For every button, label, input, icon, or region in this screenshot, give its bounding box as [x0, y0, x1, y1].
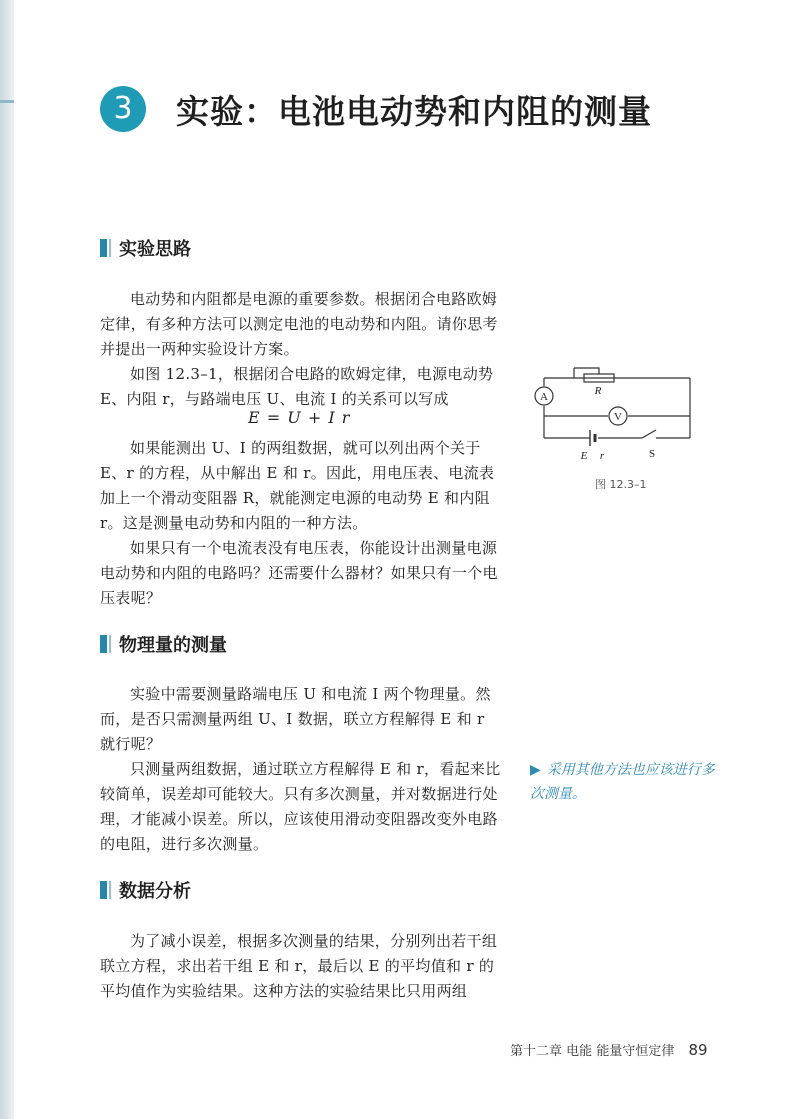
section-number-badge: 3 — [100, 86, 146, 132]
paragraph: 实验中需要测量路端电压 U 和电流 I 两个物理量。然而，是否只需测量两组 U、I 数据，联立方程解得 E 和 r 就行呢？ — [100, 685, 491, 753]
figure-caption: 图 12.3–1 — [595, 478, 647, 491]
emf-label: E — [580, 450, 588, 462]
section-title: 数据分析 — [119, 881, 191, 902]
paragraph: 如图 12.3–1，根据闭合电路的欧姆定律，电源电动势 E、内阻 r，与路端电压 U、电流 I 的关系可以写成 — [100, 365, 494, 408]
page-title: 实验：电池电动势和内阻的测量 — [176, 92, 652, 131]
paragraph: 为了减小误差，根据多次测量的结果，分别列出若干组联立方程，求出若干组 E 和 r，最后以 E 的平均值和 r 的平均值作为实验结果。这种方法的实验结果比只用两组 — [100, 932, 498, 1000]
section-heading-2 — [100, 632, 227, 656]
page-edge-strip — [0, 0, 14, 1119]
formula: E = U + I r — [248, 408, 351, 427]
ammeter-label: A — [540, 391, 548, 403]
paragraph: 如果只有一个电流表没有电压表，你能设计出测量电源电动势和内阻的电路吗？还需要什么器材？如果只有一个电压表呢？ — [100, 539, 498, 607]
section-marker-icon — [100, 239, 107, 257]
section-title: 实验思路 — [119, 239, 191, 260]
section-title: 物理量的测量 — [119, 635, 227, 656]
paragraph: 如果能测出 U、I 的两组数据，就可以列出两个关于 E、r 的方程，从中解出 E 和 r。因此，用电压表、电流表加上一个滑动变阻器 R，就能测定电源的电动势 E 和内阻 r。这是测量电动势和内阻的一种方法。 — [100, 439, 495, 532]
section-marker-icon — [100, 635, 107, 653]
section-heading-3 — [100, 878, 191, 902]
triangle-bullet-icon: ▶ — [530, 762, 541, 778]
footer-chapter-name: 电能 — [566, 1044, 593, 1059]
page-number: 89 — [688, 1041, 708, 1059]
footer-chapter: 第十二章 — [510, 1044, 563, 1059]
paragraph: 只测量两组数据，通过联立方程解得 E 和 r，看起来比较简单，误差却可能较大。只有多次测量，并对数据进行处理，才能减小误差。所以，应该使用滑动变阻器改变外电路的电阻，进行多次测量。 — [100, 760, 501, 853]
side-note — [530, 758, 720, 806]
page-edge-tick — [0, 100, 14, 103]
circuit-diagram — [530, 358, 702, 468]
internal-resistance-label: r — [599, 450, 605, 462]
page-footer — [510, 1040, 708, 1059]
voltmeter-label: V — [614, 411, 622, 423]
section-marker-icon — [100, 881, 107, 899]
footer-chapter-subtitle: 能量守恒定律 — [596, 1044, 675, 1059]
paragraph: 电动势和内阻都是电源的重要参数。根据闭合电路欧姆定律，有多种方法可以测定电池的电动势和内阻。请你思考并提出一两种实验设计方案。 — [100, 290, 498, 358]
switch-label: S — [648, 448, 656, 460]
section-heading-1 — [100, 236, 191, 260]
side-note-text: 采用其他方法也应该进行多次测量。 — [530, 762, 715, 802]
rheostat-label: R — [594, 385, 602, 397]
